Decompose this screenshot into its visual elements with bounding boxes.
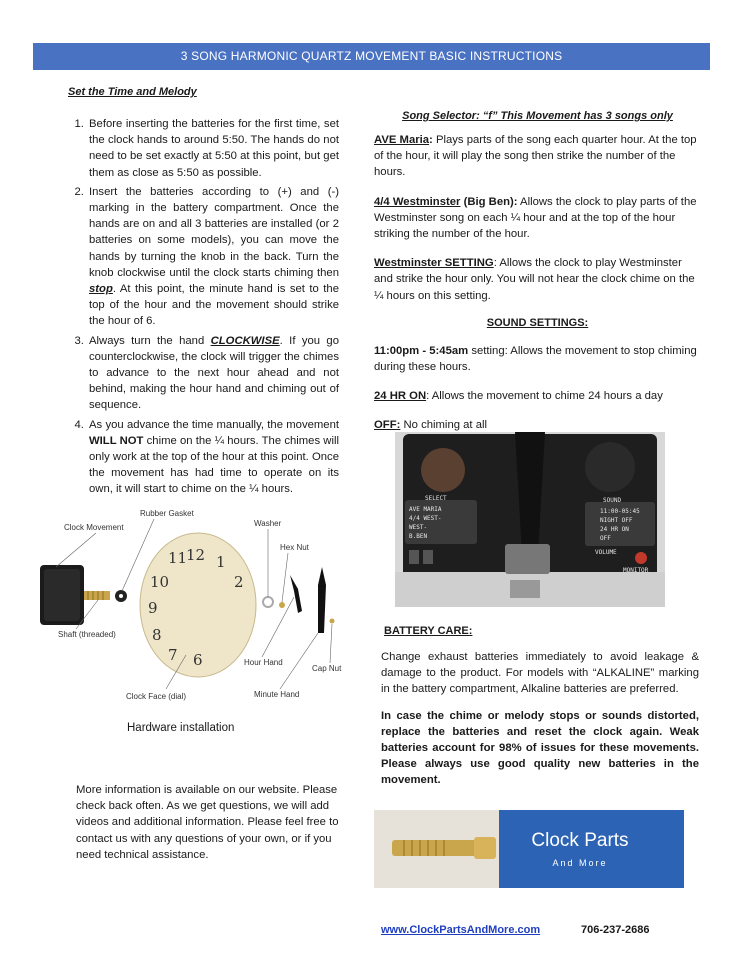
svg-text:2: 2: [234, 573, 244, 591]
svg-text:7: 7: [168, 646, 178, 664]
select-label: SELECT: [425, 495, 447, 502]
label-hex-nut: Hex Nut: [280, 543, 309, 552]
label-shaft: Shaft (threaded): [58, 630, 116, 639]
monitor-button: [635, 552, 647, 564]
step-1: 1. Before inserting the batteries for the first time, set the clock hands to around 5:50. The hands do not need to be set exactly at 5:50 at this point, but get them as close as 5:50 as possible.: [87, 116, 339, 181]
washer-image: [263, 597, 273, 607]
monitor-label: MONITOR: [623, 567, 649, 574]
battery-care-section: [381, 625, 699, 799]
cap-nut-image: [330, 619, 335, 624]
page-title: 3 SONG HARMONIC QUARTZ MOVEMENT BASIC INSTRUCTIONS: [180, 49, 563, 63]
hardware-diagram: [36, 505, 356, 705]
step-2: 2. Insert the batteries according to (+) and (-) marking in the battery compartment. Once the hands are on and all 3 batteries are installed (or 2 batteries on some models), you can move the hands by turning the knob in the back. Turn the knob clockwise until the clock starts chiming then stop. At this point, the minute hand is set to the top of the hour and the movement should strike the hour of 6.: [87, 184, 339, 330]
svg-text:10: 10: [150, 573, 170, 591]
panel-night-range: 11:00-05:45: [600, 508, 640, 515]
volume-label: VOLUME: [595, 549, 617, 556]
step-3: 3. Always turn the hand CLOCKWISE. If you go counterclockwise, the clock will trigger the chimes to advance to the next hour ahead and not behind, making the hour hand and chiming out of sequence.: [87, 333, 339, 414]
panel-4-4-west: 4/4 WEST-: [409, 515, 442, 522]
hour-hand-image: [290, 575, 302, 613]
will-not-emphasis: WILL NOT: [89, 434, 144, 447]
stop-emphasis: stop: [89, 283, 113, 296]
title-banner: [33, 43, 710, 70]
panel-off: OFF: [600, 535, 611, 542]
hardware-caption: Hardware installation: [127, 722, 235, 734]
set-time-heading: Set the Time and Melody: [68, 86, 197, 98]
song-selector-heading: Song Selector: “f” This Movement has 3 songs only: [402, 110, 673, 122]
panel-night-off: NIGHT OFF: [600, 517, 633, 524]
label-washer: Washer: [254, 519, 282, 528]
svg-text:8: 8: [152, 626, 162, 644]
song-ave-maria: AVE Maria: Plays parts of the song each quarter hour. At the top of the hour, it will play the song then strike the number of the hours.: [374, 134, 697, 179]
label-hour-hand: Hour Hand: [244, 658, 283, 667]
more-info-text: More information is available on our website. Please check back often. As we get questions, we will add videos and additional information. Please feel free to contact us with any questions of your own, or if you need technical assistance.: [76, 784, 339, 861]
sound-off: OFF: No chiming at all: [374, 419, 488, 432]
label-clock-face: Clock Face (dial): [126, 692, 187, 701]
logo-title: Clock Parts: [531, 830, 629, 851]
song-westminster-big-ben: 4/4 Westminster (Big Ben): Allows the clock to play parts of the Westminster song on each ¼ hour and at the top of the hour striking the number of the hour.: [374, 195, 697, 241]
minute-hand-image: [318, 567, 326, 633]
label-clock-movement: Clock Movement: [64, 523, 124, 532]
step-4: 4. As you advance the time manually, the movement WILL NOT chime on the ¼ hours. The chimes will only work at the top of the hour at this point. Once the movement has had time to operate on its own, it will start to chime on the ¼ hours.: [87, 417, 339, 498]
svg-text:1: 1: [216, 553, 226, 571]
sound-label: SOUND: [603, 497, 622, 504]
clockwise-emphasis: CLOCKWISE: [210, 334, 280, 347]
hex-nut-image: [279, 602, 285, 608]
svg-text:11: 11: [168, 549, 188, 567]
phone-number: 706-237-2686: [581, 924, 650, 936]
panel-ave-maria: AVE MARIA: [409, 506, 442, 513]
battery-care-text: Change exhaust batteries immediately to avoid leakage & damage to the product. For models with “ALKALINE” marking in the battery compartment, Alkaline batteries are preferred.: [381, 651, 699, 696]
right-column: [374, 110, 701, 447]
panel-west: WEST-: [409, 524, 428, 531]
logo-subtitle: And More: [552, 858, 608, 868]
panel-24hr-on: 24 HR ON: [600, 526, 629, 533]
svg-text:6: 6: [193, 651, 203, 669]
sound-settings-heading: SOUND SETTINGS:: [486, 316, 589, 329]
sound-24hr-on: 24 HR ON: Allows the movement to chime 24 hours a day: [374, 390, 663, 403]
left-column: [65, 86, 339, 498]
label-cap-nut: Cap Nut: [312, 664, 342, 673]
movement-photo: [395, 432, 665, 607]
website-link[interactable]: www.ClockPartsAndMore.com: [381, 924, 541, 936]
panel-b-ben: B.BEN: [409, 533, 428, 540]
svg-text:9: 9: [148, 599, 158, 617]
label-minute-hand: Minute Hand: [254, 690, 300, 699]
battery-care-warning: In case the chime or melody stops or sounds distorted, replace the batteries and reset the clock again. Weak batteries account for 98% of issues for these movements. Please always use good quality new batteries in the movement.: [381, 709, 699, 787]
song-westminster-setting: Westminster SETTING: Allows the clock to play Westminster and strike the hour only. You will not hear the clock chime on the ¼ hours on this setting.: [374, 257, 695, 302]
clock-parts-logo: [374, 810, 684, 888]
instruction-steps: [65, 116, 339, 498]
svg-text:12: 12: [186, 546, 206, 564]
battery-care-heading: BATTERY CARE:: [384, 625, 473, 637]
sound-night-off: 11:00pm - 5:45am setting: Allows the movement to stop chiming during these hours.: [374, 344, 697, 374]
label-rubber-gasket: Rubber Gasket: [140, 509, 194, 518]
